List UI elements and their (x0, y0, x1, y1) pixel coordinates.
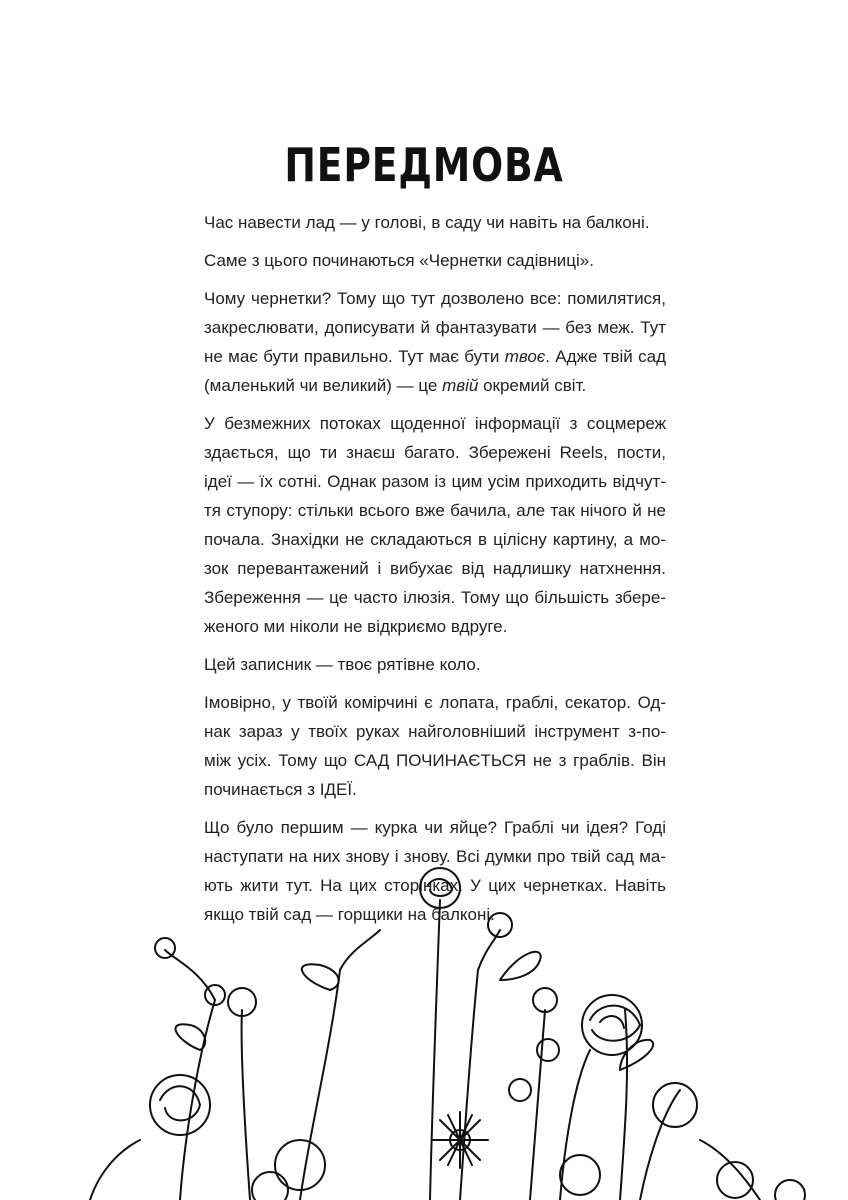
text-line: наступати на них знову і знову. Всі думки про твій сад ма- (204, 847, 666, 866)
paragraph-4 (204, 409, 666, 641)
text-line: Цей записник — твоє рятівне коло. (204, 655, 481, 674)
text-line: якщо твій сад — горщики на балконі. (204, 905, 495, 924)
text-line: тя ступору: стільки всього вже бачила, але так нічого й не (204, 501, 666, 520)
leaves-icon (176, 952, 654, 1070)
page-title: ПЕРЕДМОВА (284, 138, 564, 192)
text-line: Саме з цього починаються «Чернетки садівниці». (204, 251, 594, 270)
text-segment: (маленький чи великий) — це (204, 376, 443, 395)
text-line: починається з ІДЕЇ. (204, 780, 357, 799)
text-line: Збереження — це часто ілюзія. Тому що більшість збере- (204, 588, 666, 607)
text-line (204, 371, 666, 400)
flower-heads-icon (150, 868, 805, 1200)
text-line: женого ми ніколи не відкриємо вдруге. (204, 617, 508, 636)
text-line: ідеї — їх сотні. Однак разом із цим усім приходить відчут- (204, 472, 666, 491)
text-line: Чому чернетки? Тому що тут дозволено все: помилятися, (204, 289, 666, 308)
text-line: Імовірно, у твоїй комірчині є лопата, граблі, секатор. Од- (204, 693, 666, 712)
text-line: між усіх. Тому що САД ПОЧИНАЄТЬСЯ не з граблів. Він (204, 751, 666, 770)
paragraph-2 (204, 246, 666, 275)
paragraph-1 (204, 208, 666, 237)
text-line: здається, що ти знаєш багато. Збережені Reels, пости, (204, 443, 666, 462)
preface-text (204, 208, 666, 938)
text-segment: окремий світ. (478, 376, 587, 395)
text-line: зок перевантажений і вибухає від надлишку натхнення. (204, 559, 666, 578)
text-line: почала. Знахідки не складаються в цілісну картину, а мо- (204, 530, 666, 549)
emphasis: твоє (504, 347, 546, 366)
text-line: У безмежних потоках щоденної інформації з соцмереж (204, 414, 666, 433)
paragraph-6 (204, 688, 666, 804)
text-line: Що було першим — курка чи яйце? Граблі чи ідея? Годі (204, 818, 666, 837)
flower-stems-icon (90, 900, 760, 1200)
text-segment: не має бути правильно. Тут має бути (204, 347, 505, 366)
text-segment: . Адже твій сад (545, 347, 666, 366)
paragraph-3 (204, 284, 666, 400)
paragraph-5 (204, 650, 666, 679)
text-line: ють жити тут. На цих сторінках. У цих чернетках. Навіть (204, 876, 666, 895)
text-line: Час навести лад — у голові, в саду чи навіть на балконі. (204, 213, 650, 232)
emphasis: твій (442, 376, 479, 395)
text-line: нак зараз у твоїх руках найголовніший інструмент з-по- (204, 722, 666, 741)
flowers-illustration (0, 850, 848, 1200)
text-line (204, 342, 666, 371)
text-line: закреслювати, дописувати й фантазувати — без меж. Тут (204, 318, 666, 337)
